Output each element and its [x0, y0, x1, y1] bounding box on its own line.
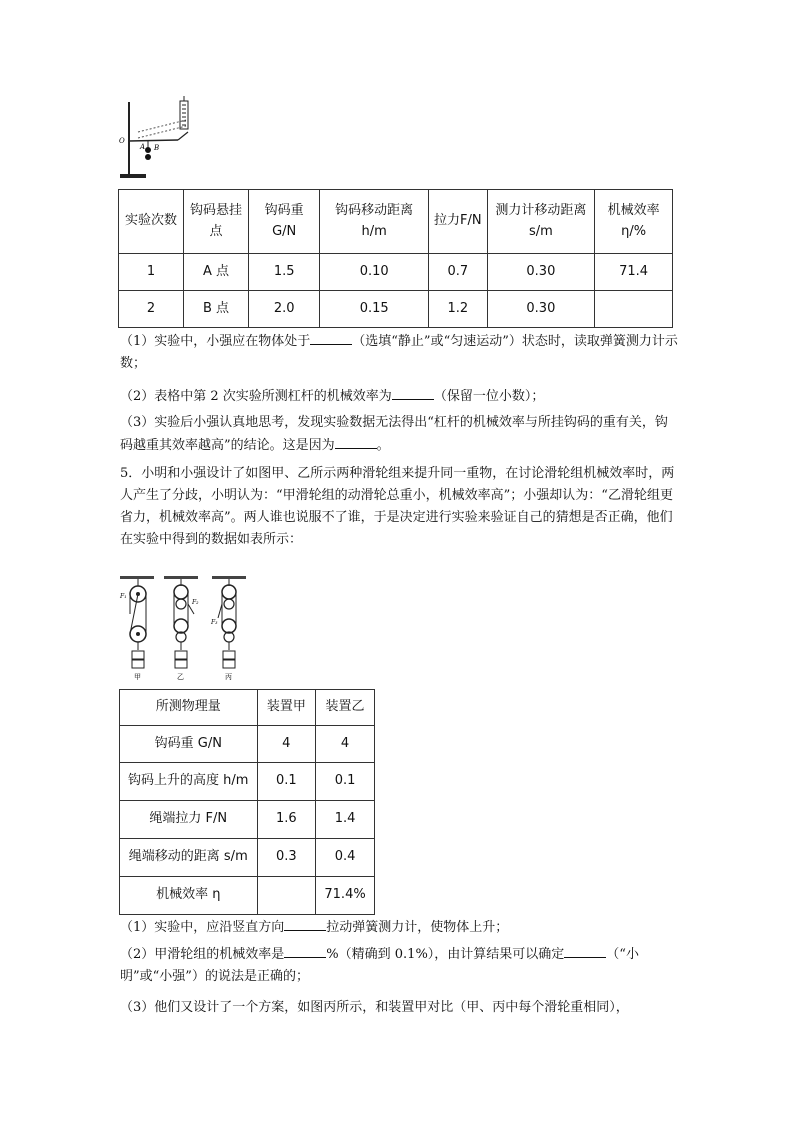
table-row	[120, 726, 375, 763]
force-label-f3: F₃	[211, 619, 218, 626]
label-A: A	[140, 143, 146, 151]
answer-blank	[564, 943, 606, 958]
pulley-systems-figure	[118, 574, 250, 682]
table-cell: 0.15	[320, 291, 429, 328]
table-cell: 71.4	[595, 254, 673, 291]
answer-blank	[284, 943, 326, 958]
q5-part2	[120, 943, 680, 988]
answer-blank	[335, 434, 377, 449]
lever-data-table	[118, 189, 673, 328]
lever-apparatus-figure	[118, 96, 198, 180]
table-cell: 71.4%	[316, 877, 375, 915]
q4-part3-text-a: （3）实验后小强认真地思考，发现实验数据无法得出“杠杆的机械效率与所挂钩码的重有关，钩码越重其效率越高”的结论。这是因为	[120, 415, 668, 453]
q5-part3: （3）他们又设计了一个方案，如图丙所示，和装置甲对比（甲、丙中每个滑轮重相同），	[120, 1000, 629, 1015]
table-cell: 绳端拉力 F/N	[120, 801, 258, 839]
header-cell: 所测物理量	[120, 690, 258, 726]
pulley-label-jia: 甲	[134, 673, 141, 681]
table-cell: 4	[316, 726, 375, 763]
table-cell: 绳端移动的距离 s/m	[120, 839, 258, 877]
header-cell: 机械效率η/%	[595, 190, 673, 254]
header-cell: 钩码重G/N	[248, 190, 319, 254]
table-cell: 2.0	[248, 291, 319, 328]
table-cell: 1.5	[248, 254, 319, 291]
table-cell	[595, 291, 673, 328]
table-cell: 0.1	[316, 763, 375, 801]
answer-blank	[310, 330, 352, 345]
force-label-f1: F₁	[120, 593, 127, 600]
force-label-f2: F₂	[192, 599, 199, 606]
q5-part2-text-b: %（精确到 0.1%），由计算结果可以确定	[326, 947, 565, 962]
table-cell: 1.4	[316, 801, 375, 839]
q5-part2-text-a: （2）甲滑轮组的机械效率是	[120, 947, 285, 962]
header-cell: 装置乙	[316, 690, 375, 726]
table-cell: A 点	[183, 254, 248, 291]
header-cell: 装置甲	[257, 690, 316, 726]
q5-part2-text-c: （“小明”或“小强”）的说法是正确的；	[120, 947, 639, 984]
answer-blank	[284, 916, 326, 931]
pulley-label-bing: 丙	[225, 673, 232, 681]
q4-part2	[120, 385, 680, 408]
table-cell: 0.1	[257, 763, 316, 801]
table-cell: 1	[119, 254, 184, 291]
table-row	[120, 801, 375, 839]
table-cell: 0.10	[320, 254, 429, 291]
table-cell: 0.30	[487, 291, 595, 328]
table-row	[120, 839, 375, 877]
table-cell: 4	[257, 726, 316, 763]
table-cell: 钩码上升的高度 h/m	[120, 763, 258, 801]
header-cell: 拉力F/N	[429, 190, 488, 254]
table-cell: 0.7	[429, 254, 488, 291]
q4-part1	[120, 330, 680, 375]
q5-intro: 5．小明和小强设计了如图甲、乙所示两种滑轮组来提升同一重物，在讨论滑轮组机械效率时，两人产生了分歧，小明认为：“甲滑轮组的动滑轮总重小，机械效率高”；小强却认为：“乙滑轮组更省力，机械效率高”。两人谁也说服不了谁，于是决定进行实验来验证自己的猜想是否正确，他们在实验中得到的数据如表所示：	[120, 466, 675, 547]
q4-part3-text-b: 。	[376, 438, 390, 453]
label-B: B	[154, 144, 160, 152]
table-cell: 0.30	[487, 254, 595, 291]
q5-part1	[120, 916, 680, 939]
header-cell: 钩码悬挂点	[183, 190, 248, 254]
answer-blank	[392, 385, 434, 400]
table-cell: 机械效率 η	[120, 877, 258, 915]
q4-part2-text-b: （保留一位小数）；	[433, 389, 545, 404]
header-cell: 实验次数	[119, 190, 184, 254]
table-cell: 1.6	[257, 801, 316, 839]
q5-part1-text-b: 拉动弹簧测力计，使物体上升；	[326, 920, 509, 935]
table-cell	[257, 877, 316, 915]
table-cell: 2	[119, 291, 184, 328]
q5-part1-text-a: （1）实验中，应沿竖直方向	[120, 920, 285, 935]
label-O: O	[119, 137, 125, 145]
header-cell: 钩码移动距离h/m	[320, 190, 429, 254]
table-cell: 1.2	[429, 291, 488, 328]
table-header-row	[120, 690, 375, 726]
q4-part1-text-a: （1）实验中，小强应在物体处于	[120, 334, 311, 349]
table-header-row	[119, 190, 673, 254]
table-cell: 0.4	[316, 839, 375, 877]
table-cell: B 点	[183, 291, 248, 328]
table-row	[120, 877, 375, 915]
q4-part1-text-b: （选填“静止”或“匀速运动”）状态时，读取弹簧测力计示数；	[120, 334, 678, 371]
table-row	[119, 254, 673, 291]
table-cell: 钩码重 G/N	[120, 726, 258, 763]
table-row	[120, 763, 375, 801]
pulley-label-yi: 乙	[177, 673, 184, 681]
table-cell: 0.3	[257, 839, 316, 877]
header-cell: 测力计移动距离 s/m	[487, 190, 595, 254]
pulley-data-table	[119, 689, 375, 915]
q4-part3	[120, 412, 680, 457]
table-row	[119, 291, 673, 328]
q4-part2-text-a: （2）表格中第 2 次实验所测杠杆的机械效率为	[120, 389, 392, 404]
